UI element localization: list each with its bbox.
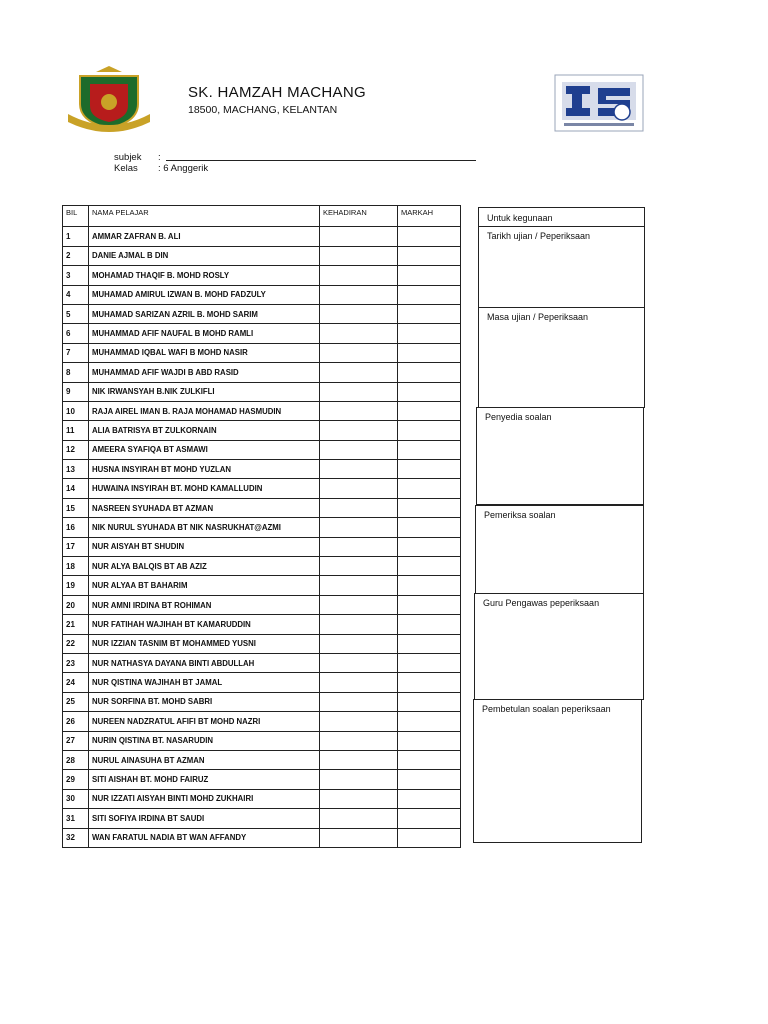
row-number: 32 bbox=[63, 828, 89, 847]
row-number: 6 bbox=[63, 324, 89, 343]
marks-cell bbox=[398, 382, 461, 401]
row-number: 5 bbox=[63, 304, 89, 323]
class-label: Kelas bbox=[114, 163, 138, 174]
row-number: 4 bbox=[63, 285, 89, 304]
student-name: NUR AISYAH BT SHUDIN bbox=[89, 537, 320, 556]
attendance-cell bbox=[320, 324, 398, 343]
marks-cell bbox=[398, 363, 461, 382]
marks-cell bbox=[398, 304, 461, 323]
row-number: 31 bbox=[63, 809, 89, 828]
subject-underline bbox=[166, 160, 476, 161]
student-name: NIK NURUL SYUHADA BT NIK NASRUKHAT@AZMI bbox=[89, 518, 320, 537]
marks-cell bbox=[398, 653, 461, 672]
exam-date-box: Tarikh ujian / Peperiksaan bbox=[478, 226, 645, 308]
student-name: MOHAMAD THAQIF B. MOHD ROSLY bbox=[89, 266, 320, 285]
table-header-row bbox=[63, 206, 461, 227]
marks-cell bbox=[398, 421, 461, 440]
attendance-cell bbox=[320, 266, 398, 285]
table-row bbox=[63, 401, 461, 420]
class-row bbox=[114, 163, 208, 174]
table-row bbox=[63, 246, 461, 265]
table-row bbox=[63, 518, 461, 537]
marks-cell bbox=[398, 246, 461, 265]
student-name: NUR NATHASYA DAYANA BINTI ABDULLAH bbox=[89, 653, 320, 672]
marks-cell bbox=[398, 537, 461, 556]
table-body bbox=[63, 227, 461, 848]
student-name: NUREEN NADZRATUL AFIFI BT MOHD NAZRI bbox=[89, 712, 320, 731]
row-number: 26 bbox=[63, 712, 89, 731]
attendance-cell bbox=[320, 557, 398, 576]
table-row bbox=[63, 770, 461, 789]
table-row bbox=[63, 615, 461, 634]
student-name: SITI AISHAH BT. MOHD FAIRUZ bbox=[89, 770, 320, 789]
row-number: 13 bbox=[63, 460, 89, 479]
table-row bbox=[63, 537, 461, 556]
table-row bbox=[63, 634, 461, 653]
table-row bbox=[63, 324, 461, 343]
student-name: AMMAR ZAFRAN B. ALI bbox=[89, 227, 320, 246]
attendance-cell bbox=[320, 673, 398, 692]
table-row bbox=[63, 576, 461, 595]
table-row bbox=[63, 421, 461, 440]
attendance-cell bbox=[320, 750, 398, 769]
row-number: 18 bbox=[63, 557, 89, 576]
table-row bbox=[63, 343, 461, 362]
row-number: 28 bbox=[63, 750, 89, 769]
attendance-cell bbox=[320, 731, 398, 750]
attendance-cell bbox=[320, 382, 398, 401]
table-row bbox=[63, 653, 461, 672]
attendance-cell bbox=[320, 246, 398, 265]
student-name: NUR ALYAA BT BAHARIM bbox=[89, 576, 320, 595]
attendance-cell bbox=[320, 809, 398, 828]
marks-cell bbox=[398, 828, 461, 847]
marks-cell bbox=[398, 557, 461, 576]
marks-cell bbox=[398, 266, 461, 285]
student-name: HUSNA INSYIRAH BT MOHD YUZLAN bbox=[89, 460, 320, 479]
student-name: NUR SORFINA BT. MOHD SABRI bbox=[89, 692, 320, 711]
attendance-cell bbox=[320, 692, 398, 711]
row-number: 19 bbox=[63, 576, 89, 595]
table-row bbox=[63, 382, 461, 401]
student-name: NASREEN SYUHADA BT AZMAN bbox=[89, 498, 320, 517]
row-number: 3 bbox=[63, 266, 89, 285]
student-name: NURUL AINASUHA BT AZMAN bbox=[89, 750, 320, 769]
attendance-cell bbox=[320, 595, 398, 614]
table-row bbox=[63, 266, 461, 285]
class-value: : 6 Anggerik bbox=[158, 163, 209, 174]
student-name: WAN FARATUL NADIA BT WAN AFFANDY bbox=[89, 828, 320, 847]
row-number: 14 bbox=[63, 479, 89, 498]
student-name: AMEERA SYAFIQA BT ASMAWI bbox=[89, 440, 320, 459]
student-name: MUHAMMAD AFIF NAUFAL B MOHD RAMLI bbox=[89, 324, 320, 343]
marks-cell bbox=[398, 809, 461, 828]
student-name: NUR IZZATI AISYAH BINTI MOHD ZUKHAIRI bbox=[89, 789, 320, 808]
col-header-attendance: KEHADIRAN bbox=[320, 206, 398, 227]
marks-cell bbox=[398, 750, 461, 769]
marks-cell bbox=[398, 440, 461, 459]
row-number: 11 bbox=[63, 421, 89, 440]
marks-cell bbox=[398, 518, 461, 537]
is25-logo-icon bbox=[554, 74, 644, 132]
row-number: 23 bbox=[63, 653, 89, 672]
marks-cell bbox=[398, 789, 461, 808]
student-name: MUHAMAD SARIZAN AZRIL B. MOHD SARIM bbox=[89, 304, 320, 323]
table-row bbox=[63, 440, 461, 459]
student-name: NIK IRWANSYAH B.NIK ZULKIFLI bbox=[89, 382, 320, 401]
student-name: NURIN QISTINA BT. NASARUDIN bbox=[89, 731, 320, 750]
attendance-cell bbox=[320, 343, 398, 362]
row-number: 25 bbox=[63, 692, 89, 711]
marks-cell bbox=[398, 595, 461, 614]
col-header-bil: BIL bbox=[63, 206, 89, 227]
attendance-cell bbox=[320, 712, 398, 731]
attendance-cell bbox=[320, 304, 398, 323]
attendance-cell bbox=[320, 227, 398, 246]
table-row bbox=[63, 304, 461, 323]
attendance-table bbox=[62, 205, 461, 848]
table-row bbox=[63, 227, 461, 246]
row-number: 16 bbox=[63, 518, 89, 537]
student-name: NUR FATIHAH WAJIHAH BT KAMARUDDIN bbox=[89, 615, 320, 634]
table-row bbox=[63, 285, 461, 304]
attendance-cell bbox=[320, 285, 398, 304]
marks-cell bbox=[398, 479, 461, 498]
attendance-cell bbox=[320, 401, 398, 420]
marks-cell bbox=[398, 285, 461, 304]
row-number: 22 bbox=[63, 634, 89, 653]
marks-cell bbox=[398, 712, 461, 731]
row-number: 2 bbox=[63, 246, 89, 265]
table-row bbox=[63, 750, 461, 769]
student-name: RAJA AIREL IMAN B. RAJA MOHAMAD HASMUDIN bbox=[89, 401, 320, 420]
table-row bbox=[63, 557, 461, 576]
table-row bbox=[63, 498, 461, 517]
question-setter-box: Penyedia soalan bbox=[476, 407, 644, 505]
row-number: 8 bbox=[63, 363, 89, 382]
row-number: 30 bbox=[63, 789, 89, 808]
student-name: NUR QISTINA WAJIHAH BT JAMAL bbox=[89, 673, 320, 692]
marks-cell bbox=[398, 343, 461, 362]
row-number: 10 bbox=[63, 401, 89, 420]
table-row bbox=[63, 363, 461, 382]
table-row bbox=[63, 673, 461, 692]
attendance-cell bbox=[320, 421, 398, 440]
student-name: MUHAMMAD AFIF WAJDI B ABD RASID bbox=[89, 363, 320, 382]
attendance-cell bbox=[320, 653, 398, 672]
row-number: 12 bbox=[63, 440, 89, 459]
table-row bbox=[63, 809, 461, 828]
row-number: 20 bbox=[63, 595, 89, 614]
row-number: 17 bbox=[63, 537, 89, 556]
col-header-name: NAMA PELAJAR bbox=[89, 206, 320, 227]
attendance-cell bbox=[320, 576, 398, 595]
attendance-cell bbox=[320, 537, 398, 556]
row-number: 15 bbox=[63, 498, 89, 517]
student-name: NUR ALYA BALQIS BT AB AZIZ bbox=[89, 557, 320, 576]
student-name: MUHAMMAD IQBAL WAFI B MOHD NASIR bbox=[89, 343, 320, 362]
school-crest-icon bbox=[66, 66, 152, 132]
marks-cell bbox=[398, 673, 461, 692]
marks-cell bbox=[398, 634, 461, 653]
marks-cell bbox=[398, 498, 461, 517]
attendance-cell bbox=[320, 363, 398, 382]
usage-box: Untuk kegunaan bbox=[478, 207, 645, 227]
student-name: NUR AMNI IRDINA BT ROHIMAN bbox=[89, 595, 320, 614]
invigilator-box: Guru Pengawas peperiksaan bbox=[474, 593, 644, 700]
row-number: 7 bbox=[63, 343, 89, 362]
row-number: 24 bbox=[63, 673, 89, 692]
table-row bbox=[63, 595, 461, 614]
subject-label: subjek bbox=[114, 152, 142, 163]
marks-cell bbox=[398, 692, 461, 711]
attendance-cell bbox=[320, 479, 398, 498]
student-name: DANIE AJMAL B DIN bbox=[89, 246, 320, 265]
marks-cell bbox=[398, 324, 461, 343]
student-name: MUHAMAD AMIRUL IZWAN B. MOHD FADZULY bbox=[89, 285, 320, 304]
exam-time-box: Masa ujian / Peperiksaan bbox=[478, 307, 645, 408]
attendance-cell bbox=[320, 634, 398, 653]
marks-cell bbox=[398, 460, 461, 479]
table-row bbox=[63, 460, 461, 479]
table-row bbox=[63, 479, 461, 498]
attendance-cell bbox=[320, 770, 398, 789]
attendance-cell bbox=[320, 789, 398, 808]
marks-cell bbox=[398, 731, 461, 750]
student-name: ALIA BATRISYA BT ZULKORNAIN bbox=[89, 421, 320, 440]
question-checker-box: Pemeriksa soalan bbox=[475, 505, 644, 594]
marks-cell bbox=[398, 576, 461, 595]
student-name: HUWAINA INSYIRAH BT. MOHD KAMALLUDIN bbox=[89, 479, 320, 498]
marks-cell bbox=[398, 227, 461, 246]
subject-value: : bbox=[158, 152, 161, 163]
row-number: 29 bbox=[63, 770, 89, 789]
table-row bbox=[63, 789, 461, 808]
question-correction-box: Pembetulan soalan peperiksaan bbox=[473, 699, 642, 843]
row-number: 1 bbox=[63, 227, 89, 246]
attendance-cell bbox=[320, 518, 398, 537]
table-row bbox=[63, 712, 461, 731]
school-name: SK. HAMZAH MACHANG bbox=[188, 84, 366, 101]
table-row bbox=[63, 828, 461, 847]
attendance-cell bbox=[320, 615, 398, 634]
table-row bbox=[63, 731, 461, 750]
attendance-cell bbox=[320, 828, 398, 847]
row-number: 27 bbox=[63, 731, 89, 750]
marks-cell bbox=[398, 770, 461, 789]
student-name: NUR IZZIAN TASNIM BT MOHAMMED YUSNI bbox=[89, 634, 320, 653]
marks-cell bbox=[398, 615, 461, 634]
school-address: 18500, MACHANG, KELANTAN bbox=[188, 104, 338, 116]
attendance-cell bbox=[320, 440, 398, 459]
attendance-cell bbox=[320, 460, 398, 479]
student-name: SITI SOFIYA IRDINA BT SAUDI bbox=[89, 809, 320, 828]
marks-cell bbox=[398, 401, 461, 420]
attendance-cell bbox=[320, 498, 398, 517]
table-row bbox=[63, 692, 461, 711]
subject-row bbox=[114, 152, 161, 163]
row-number: 21 bbox=[63, 615, 89, 634]
col-header-marks: MARKAH bbox=[398, 206, 461, 227]
row-number: 9 bbox=[63, 382, 89, 401]
